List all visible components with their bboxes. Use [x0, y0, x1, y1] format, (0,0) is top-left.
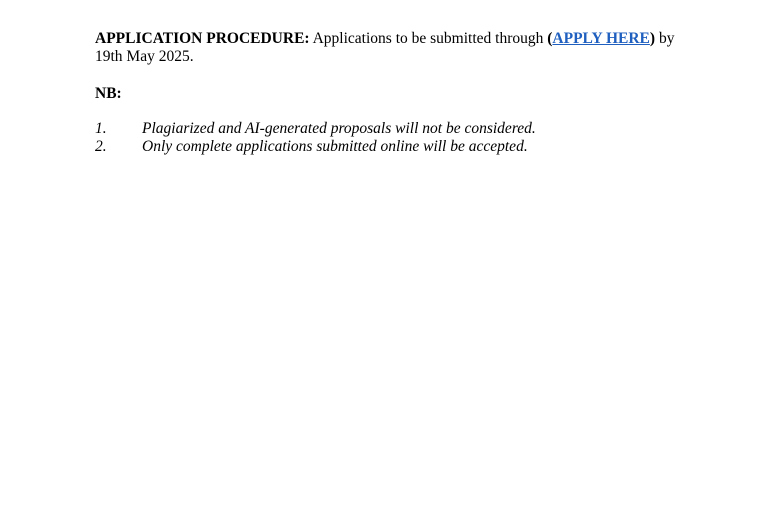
list-item-text: Only complete applications submitted online will be accepted. — [142, 138, 528, 155]
close-paren: ) — [649, 30, 656, 47]
application-procedure-paragraph — [95, 30, 695, 66]
list-item-number: 2. — [95, 138, 107, 155]
procedure-label: APPLICATION PROCEDURE: — [95, 30, 310, 47]
list-item — [95, 138, 695, 156]
open-paren: ( — [547, 30, 553, 47]
notes-list — [95, 120, 695, 156]
apply-here-link[interactable]: APPLY HERE — [552, 30, 650, 47]
list-item-text: Plagiarized and AI-generated proposals will not be considered. — [142, 120, 536, 137]
deadline-date: 19th May 2025. — [95, 48, 194, 65]
list-item-number: 1. — [95, 120, 107, 137]
procedure-text-after: by — [658, 30, 675, 47]
document-page — [95, 30, 695, 156]
nb-heading: NB: — [95, 85, 122, 102]
list-item — [95, 120, 695, 138]
procedure-text: Applications to be submitted through — [312, 30, 544, 47]
